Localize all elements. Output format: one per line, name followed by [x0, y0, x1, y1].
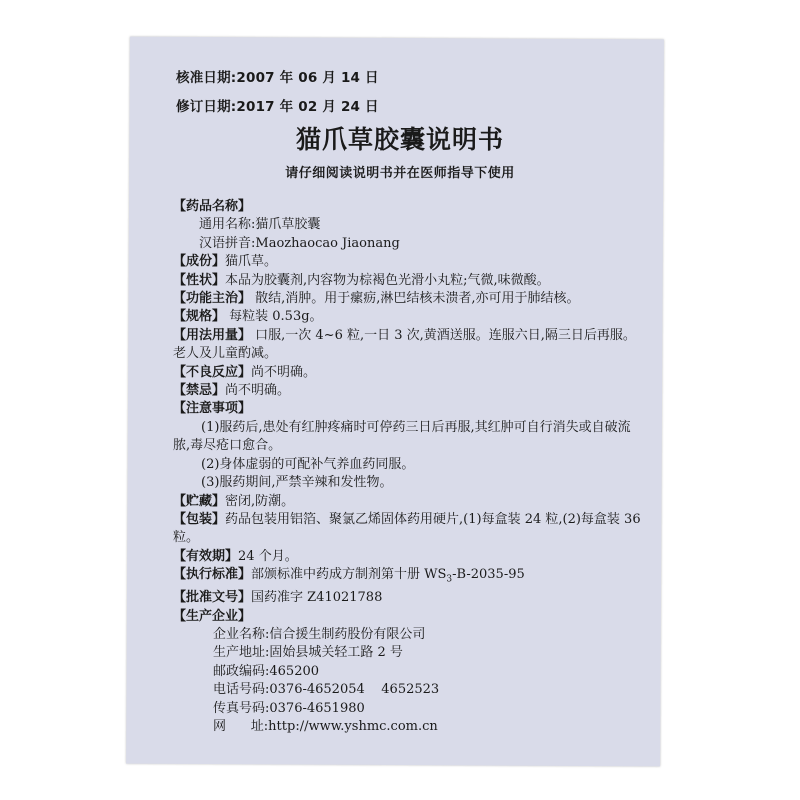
dosage-text: 口服,一次 4~6 粒,一日 3 次,黄酒送服。连服六日,隔三日后再服。老人及儿童酌减。: [173, 327, 636, 362]
indications-label: 【功能主治】: [173, 291, 252, 307]
section-package: [173, 511, 643, 548]
drug-name-label: 【药品名称】: [173, 199, 252, 214]
dosage-label: 【用法用量】: [173, 327, 252, 343]
adverse-text: 尚不明确。: [251, 364, 317, 380]
approval-label: 【批准文号】: [173, 590, 252, 606]
section-spec: [173, 308, 643, 326]
approve-date: 核准日期:2007 年 06 月 14 日: [176, 70, 379, 86]
document-subtitle: 请仔细阅读说明书并在医师指导下使用: [285, 166, 515, 181]
standard-subscript: 3: [446, 574, 453, 585]
section-character: [173, 272, 643, 290]
precaution-item-2: (2)身体虚弱的可配补气养血药同服。: [201, 456, 415, 472]
leaflet-body: [173, 198, 643, 736]
character-label: 【性状】: [173, 272, 226, 288]
section-standard: [173, 566, 643, 589]
manufacturer-label: 【生产企业】: [173, 608, 252, 624]
company-phone: 电话号码:0376-4652054 4652523: [213, 682, 440, 698]
common-name: 通用名称:猫爪草胶囊: [199, 217, 321, 233]
revise-date: 修订日期:2017 年 02 月 24 日: [176, 99, 379, 115]
standard-text-a: 部颁标准中药成方制剂第十册 WS: [251, 567, 447, 583]
company-website: 网 址:http://www.yshmc.com.cn: [213, 718, 438, 734]
section-dosage: [173, 327, 643, 364]
indications-text: 散结,消肿。用于瘰疬,淋巴结核未溃者,亦可用于肺结核。: [251, 291, 580, 307]
company-postcode: 邮政编码:465200: [213, 663, 320, 679]
validity-label: 【有效期】: [173, 548, 239, 564]
document-title: 猫爪草胶囊说明书: [295, 125, 504, 154]
pinyin-name: 汉语拼音:Maozhaocao Jiaonang: [199, 235, 400, 251]
storage-label: 【贮藏】: [173, 493, 226, 509]
adverse-label: 【不良反应】: [173, 364, 252, 380]
section-drug-name: [173, 198, 643, 216]
package-label: 【包装】: [173, 511, 226, 527]
company-address: 生产地址:固始县城关轻工路 2 号: [213, 645, 403, 661]
section-approval: [173, 589, 643, 607]
spec-text: 每粒装 0.53g。: [225, 309, 323, 325]
section-adverse: [173, 364, 643, 382]
section-ingredients: [173, 253, 643, 271]
ingredients-text: 猫爪草。: [225, 254, 278, 270]
standard-label: 【执行标准】: [173, 567, 252, 583]
ingredients-label: 【成份】: [173, 254, 226, 270]
section-validity: [173, 548, 643, 566]
company-fax: 传真号码:0376-4651980: [213, 700, 365, 716]
spec-label: 【规格】: [173, 309, 226, 325]
section-indications: [173, 290, 643, 308]
precautions-label: 【注意事项】: [173, 401, 252, 417]
validity-text: 24 个月。: [238, 548, 298, 564]
storage-text: 密闭,防潮。: [225, 493, 295, 509]
section-manufacturer: [173, 608, 643, 626]
precaution-item-3: (3)服药期间,严禁辛辣和发性物。: [201, 475, 393, 491]
contra-label: 【禁忌】: [173, 383, 226, 399]
contra-text: 尚不明确。: [225, 383, 291, 399]
company-name: 企业名称:信合援生制药股份有限公司: [213, 626, 426, 642]
precaution-item-1: (1)服药后,患处有红肿疼痛时可停药三日后再服,其红肿可自行消失或自破流脓,毒尽疮口愈合。: [173, 419, 631, 454]
standard-text-b: -B-2035-95: [452, 567, 525, 583]
section-contraindications: [173, 382, 643, 400]
package-text: 药品包装用铝箔、聚氯乙烯固体药用硬片,(1)每盒装 24 粒,(2)每盒装 36 粒。: [173, 511, 641, 546]
character-text: 本品为胶囊剂,内容物为棕褐色光滑小丸粒;气微,味微酸。: [225, 272, 550, 288]
section-storage: [173, 493, 643, 511]
section-precautions: [173, 400, 643, 418]
approval-text: 国药准字 Z41021788: [251, 590, 383, 606]
